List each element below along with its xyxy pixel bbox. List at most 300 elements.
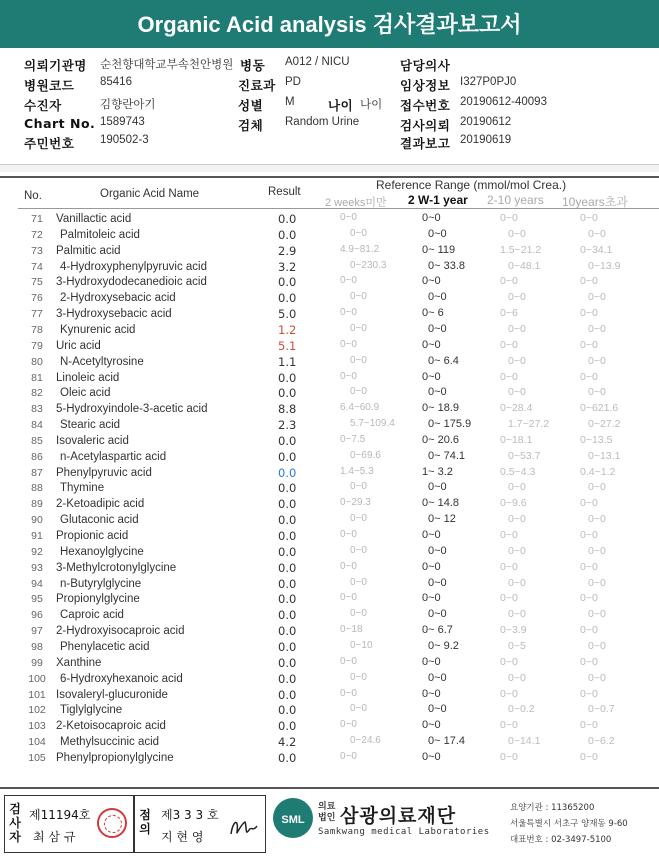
ref-under-2-weeks: 0~0	[350, 544, 367, 556]
result-value: 5.1	[278, 338, 297, 353]
ref-under-2-weeks: 0~0	[340, 370, 357, 382]
ref-2w-1y: 0~0	[428, 322, 447, 335]
acid-name: 5-Hydroxyindole-3-acetic acid	[56, 403, 208, 416]
ref-2w-1y: 0~ 18.9	[422, 402, 460, 415]
foundation-name-en: Samkwang medical Laboratories	[318, 827, 490, 837]
acid-name: Kynurenic acid	[60, 323, 136, 336]
ref-over-10-years: 0~0	[588, 513, 606, 526]
table-row	[0, 608, 659, 624]
ref-under-2-weeks: 0~0	[340, 212, 357, 223]
row-number: 88	[31, 482, 43, 495]
report-footer	[0, 795, 659, 855]
ref-over-10-years: 0~0	[580, 338, 598, 351]
foundation-address: 서울특별시 서초구 양재동 9-60	[510, 819, 628, 829]
info-row-1	[0, 56, 659, 74]
acid-name: Thymine	[60, 482, 105, 495]
result-value: 0.0	[278, 750, 297, 765]
ref-2-10-years: 0~0	[500, 275, 518, 288]
ref-over-10-years: 0~0	[588, 544, 606, 557]
inspector-number: 제3 3 3 호	[161, 808, 219, 822]
ref-under-2-weeks: 6.4~60.9	[340, 402, 380, 414]
ref-over-10-years: 0~0	[588, 639, 606, 652]
ref-2w-1y: 0~0	[422, 529, 441, 541]
table-row	[0, 466, 659, 482]
result-value: 4.2	[278, 735, 297, 750]
acid-name: Phenylpyruvic acid	[56, 466, 152, 479]
clinical-label: 임상정보	[400, 78, 451, 93]
foundation-name: 삼광의료재단	[340, 805, 457, 827]
ref-2-10-years: 0~0	[508, 354, 526, 367]
table-row	[0, 592, 659, 608]
patient-info	[0, 52, 659, 164]
ref-under-2-weeks: 0~10	[350, 639, 373, 651]
tester-seal-icon	[97, 808, 127, 838]
result-value: 0.0	[278, 592, 297, 607]
ref-under-2-weeks: 0~0	[340, 560, 357, 572]
ref-under-2-weeks: 5.7~109.4	[350, 418, 395, 430]
acid-name: Isovaleryl-glucuronide	[56, 688, 168, 701]
ref-over-10-years: 0~0	[580, 275, 598, 288]
patient-label: 수진자	[24, 98, 62, 113]
result-value: 1.2	[278, 322, 297, 337]
acid-name: Tiglylglycine	[60, 704, 123, 717]
ref-over-10-years: 0~0	[588, 354, 606, 367]
ref-2-10-years: 1.7~27.2	[508, 418, 550, 431]
clinical-value: I327P0PJ0	[460, 76, 517, 88]
chart-value: 1589743	[100, 116, 145, 128]
ref-2-10-years: 0~0	[508, 227, 526, 240]
ref-2-10-years: 0~0	[500, 719, 518, 732]
ref-2w-1y: 0~ 6.4	[428, 354, 459, 367]
info-row-3	[0, 96, 659, 114]
ref-over-10-years: 0~13.1	[588, 449, 621, 462]
table-row	[0, 228, 659, 244]
acid-name: Hexanoylglycine	[60, 545, 144, 558]
ref-2w-1y: 0~0	[428, 703, 447, 716]
ward-label: 병동	[240, 58, 266, 73]
table-row	[0, 577, 659, 593]
ref-2-10-years: 0~3.9	[500, 624, 527, 637]
acid-name: Phenylacetic acid	[60, 640, 150, 653]
acid-name: Xanthine	[56, 656, 102, 669]
ref-under-2-weeks: 0~0	[350, 513, 367, 525]
result-value: 0.0	[278, 275, 297, 290]
acid-name: 4-Hydroxyphenylpyruvic acid	[60, 260, 208, 273]
result-value: 0.0	[278, 497, 297, 512]
row-number: 82	[31, 387, 43, 400]
tester-name: 최 삼 규	[33, 830, 76, 844]
patient-value: 김향란아기	[100, 99, 156, 111]
ref-over-10-years: 0~0	[580, 212, 598, 224]
ref-over-10-years: 0~0	[588, 227, 606, 240]
id-value: 190502-3	[100, 134, 149, 146]
row-number: 87	[31, 466, 43, 479]
table-row	[0, 624, 659, 640]
result-value: 8.8	[278, 402, 297, 417]
ref-over-10-years: 0~621.6	[580, 402, 619, 415]
row-number: 77	[31, 308, 43, 321]
row-number: 85	[31, 434, 43, 447]
row-number: 89	[31, 498, 43, 511]
ref-over-10-years: 0~0	[580, 624, 598, 637]
ref-under-2-weeks: 0~0	[340, 655, 357, 667]
result-value: 0.0	[278, 513, 297, 528]
ref-2w-1y: 0~0	[428, 608, 447, 621]
result-value: 0.0	[278, 655, 297, 670]
table-row	[0, 688, 659, 704]
section-divider	[0, 164, 659, 172]
result-value: 0.0	[278, 687, 297, 702]
ref-2-10-years: 0~9.6	[500, 497, 527, 510]
row-number: 94	[31, 577, 43, 590]
row-number: 71	[31, 213, 43, 225]
ref-over-10-years: 0~13.5	[580, 433, 613, 446]
tester-number: 제11194호	[29, 808, 91, 822]
code-label: 병원코드	[24, 78, 75, 93]
ref-under-2-weeks: 0~0	[350, 354, 367, 366]
table-row	[0, 703, 659, 719]
row-number: 90	[31, 514, 43, 527]
ref-2w-1y: 0~ 6	[422, 307, 444, 320]
row-number: 78	[31, 323, 43, 336]
ref-over-10-years: 0~0	[580, 655, 598, 668]
ref-2-10-years: 0~0	[508, 671, 526, 684]
ref-2w-1y: 0~0	[422, 592, 441, 605]
acid-name: Propionylglycine	[56, 593, 140, 606]
acid-name: Oleic acid	[60, 387, 111, 400]
specimen-label: 검체	[238, 118, 264, 133]
specimen-value: Random Urine	[285, 116, 360, 128]
ref-2-10-years: 0.5~4.3	[500, 465, 536, 478]
table-row	[0, 751, 659, 767]
ref-over-10-years: 0~34.1	[580, 243, 613, 256]
result-value: 0.0	[278, 481, 297, 496]
ref-2w-1y: 0~ 12	[428, 513, 456, 526]
ref-2w-1y: 0~0	[428, 576, 447, 589]
tester-signature-box	[4, 795, 134, 853]
ref-2-10-years: 0~5	[508, 639, 526, 652]
row-number: 73	[31, 244, 43, 257]
table-row	[0, 656, 659, 672]
ref-2-10-years: 0~14.1	[508, 735, 541, 748]
sex-value: M	[285, 96, 295, 108]
ref-over-10-years: 0~0	[580, 719, 598, 732]
row-number: 103	[28, 720, 46, 733]
dept-value: PD	[285, 76, 301, 88]
table-row	[0, 355, 659, 371]
ref-2w-1y: 0~0	[422, 370, 441, 383]
id-label: 주민번호	[24, 136, 75, 151]
header-rule	[18, 208, 659, 209]
ref-2w-1y: 0~ 33.8	[428, 259, 466, 272]
ref-2-10-years: 0~0	[508, 513, 526, 526]
result-value: 0.0	[278, 608, 297, 623]
hospital-value: 순천향대학교부속천안병원	[100, 59, 234, 71]
result-value: 0.0	[278, 703, 297, 718]
report-title: Organic Acid analysis 검사결과보고서	[0, 0, 659, 48]
ref-2-10-years: 0~0	[500, 212, 518, 224]
row-number: 83	[31, 403, 43, 416]
result-value: 0.0	[278, 291, 297, 306]
acid-name: n-Acetylaspartic acid	[60, 450, 167, 463]
col-no-header: No.	[24, 190, 42, 202]
table-row	[0, 434, 659, 450]
acid-name: Glutaconic acid	[60, 514, 139, 527]
ref-2w-1y: 0~0	[428, 227, 447, 240]
row-number: 99	[31, 656, 43, 669]
table-row	[0, 291, 659, 307]
ref-2w-1y: 0~ 20.6	[422, 433, 460, 446]
result-value: 0.0	[278, 370, 297, 385]
col-ref-header: Reference Range (mmol/mol Crea.)	[376, 178, 567, 192]
ref-2w-1y: 0~0	[428, 386, 447, 399]
col-ref-sub-2: 2 W-1 year	[408, 193, 468, 207]
report-date-value: 20190619	[460, 134, 512, 146]
doctor-label: 담당의사	[400, 58, 451, 73]
ref-2w-1y: 0~0	[428, 291, 447, 304]
acid-name: N-Acetyltyrosine	[60, 355, 144, 368]
report-date-label: 결과보고	[400, 136, 451, 151]
ref-2w-1y: 0~0	[428, 671, 447, 684]
ref-under-2-weeks: 0~0	[350, 703, 367, 715]
ref-under-2-weeks: 0~69.6	[350, 449, 381, 461]
ref-under-2-weeks: 4.9~81.2	[340, 243, 380, 255]
row-number: 105	[28, 751, 46, 764]
row-number: 98	[31, 640, 43, 653]
age-value: 나이	[360, 99, 383, 111]
ref-under-2-weeks: 0~0	[350, 227, 367, 239]
ref-2-10-years: 0~0	[508, 608, 526, 621]
ref-2-10-years: 0~0	[508, 322, 526, 335]
ref-2-10-years: 0~0	[500, 560, 518, 573]
result-value: 3.2	[278, 259, 297, 274]
info-row-2	[0, 76, 659, 94]
row-number: 79	[31, 339, 43, 352]
acid-name: 2-Ketoadipic acid	[56, 498, 145, 511]
result-value: 0.0	[278, 449, 297, 464]
ref-over-10-years: 0~0	[588, 576, 606, 589]
result-value: 0.0	[278, 560, 297, 575]
ref-2-10-years: 0~0	[500, 529, 518, 541]
ref-over-10-years: 0~0	[588, 322, 606, 335]
ref-2w-1y: 0~ 175.9	[428, 418, 472, 431]
ref-under-2-weeks: 0~0	[340, 687, 357, 699]
code-value: 85416	[100, 76, 132, 88]
table-row	[0, 260, 659, 276]
result-value: 0.0	[278, 465, 297, 480]
receipt-label: 접수번호	[400, 98, 451, 113]
result-value: 2.9	[278, 243, 297, 258]
ref-2-10-years: 0~0.2	[508, 703, 535, 716]
ref-2-10-years: 0~0	[500, 687, 518, 700]
ref-under-2-weeks: 0~0	[350, 291, 367, 303]
signature-icon	[227, 814, 259, 840]
ref-2w-1y: 0~0	[422, 338, 441, 351]
row-number: 104	[28, 736, 46, 749]
ref-over-10-years: 0.4~1.2	[580, 465, 616, 478]
ref-over-10-years: 0~0	[580, 592, 598, 605]
row-number: 75	[31, 276, 43, 289]
ref-2w-1y: 1~ 3.2	[422, 465, 453, 478]
ref-under-2-weeks: 0~0	[350, 608, 367, 620]
request-label: 검사의뢰	[400, 118, 451, 133]
table-row	[0, 371, 659, 387]
row-number: 100	[28, 672, 46, 685]
row-number: 84	[31, 419, 43, 432]
result-value: 2.3	[278, 418, 297, 433]
ref-2w-1y: 0~ 74.1	[428, 449, 466, 462]
ref-2w-1y: 0~0	[422, 655, 441, 668]
ref-2w-1y: 0~0	[422, 560, 441, 573]
ref-over-10-years: 0~0.7	[588, 703, 615, 716]
ref-2w-1y: 0~0	[422, 212, 441, 224]
acid-name: Uric acid	[56, 339, 101, 352]
col-ref-sub-4: 10years초과	[562, 195, 628, 209]
ref-over-10-years: 0~0	[580, 529, 598, 541]
ref-2-10-years: 0~53.7	[508, 449, 541, 462]
result-value: 0.0	[278, 639, 297, 654]
table-row	[0, 323, 659, 339]
sex-label: 성별	[238, 98, 264, 113]
result-value: 0.0	[278, 529, 297, 543]
table-row	[0, 450, 659, 466]
row-number: 101	[28, 688, 46, 701]
ref-2w-1y: 0~0	[422, 719, 441, 732]
table-row	[0, 275, 659, 291]
ref-2-10-years: 0~28.4	[500, 402, 533, 415]
ref-2-10-years: 0~48.1	[508, 259, 541, 272]
result-value: 5.0	[278, 307, 297, 322]
ref-under-2-weeks: 0~0	[340, 307, 357, 319]
acid-name: Caproic acid	[60, 609, 124, 622]
ref-under-2-weeks: 0~18	[340, 624, 363, 636]
ref-under-2-weeks: 0~0	[340, 275, 357, 287]
result-value: 0.0	[278, 576, 297, 591]
result-value: 0.0	[278, 624, 297, 639]
foundation-prefix	[318, 802, 335, 824]
ref-2-10-years: 0~0	[500, 750, 518, 763]
request-value: 20190612	[460, 116, 512, 128]
acid-name: Methylsuccinic acid	[60, 736, 160, 749]
foundation-prefix-2: 법인	[318, 813, 336, 823]
ref-under-2-weeks: 1.4~5.3	[340, 465, 374, 477]
row-number: 91	[31, 530, 43, 542]
ref-under-2-weeks: 0~0	[340, 338, 357, 350]
ref-over-10-years: 0~0	[580, 497, 598, 510]
table-row	[0, 513, 659, 529]
result-value: 0.0	[278, 212, 297, 226]
acid-name: n-Butyrylglycine	[60, 577, 142, 590]
ref-under-2-weeks: 0~0	[350, 386, 367, 398]
acid-name: Linoleic acid	[56, 371, 120, 384]
row-number: 80	[31, 355, 43, 368]
inspector-signature-box	[134, 795, 266, 853]
ref-under-2-weeks: 0~0	[350, 322, 367, 334]
institution-code: 요양기관 : 11365200	[510, 803, 595, 813]
acid-name: Stearic acid	[60, 419, 121, 432]
acid-name: 3-Methylcrotonylglycine	[56, 561, 177, 574]
table-row	[0, 672, 659, 688]
ref-over-10-years: 0~6.2	[588, 735, 615, 748]
ref-2w-1y: 0~ 17.4	[428, 735, 466, 748]
table-row	[0, 497, 659, 513]
row-number: 76	[31, 292, 43, 305]
ref-2w-1y: 0~ 9.2	[428, 639, 459, 652]
acid-name: 3-Hydroxysebacic acid	[56, 308, 172, 321]
ref-under-2-weeks: 0~29.3	[340, 497, 371, 509]
ref-2w-1y: 0~0	[428, 544, 447, 557]
table-bottom-rule	[0, 787, 659, 789]
ref-2-10-years: 0~0	[508, 544, 526, 557]
table-row	[0, 481, 659, 497]
ref-2-10-years: 0~0	[508, 291, 526, 304]
acid-name: Propionic acid	[56, 530, 129, 542]
ref-over-10-years: 0~0	[588, 386, 606, 399]
row-number: 102	[28, 704, 46, 717]
acid-name: Vanillactic acid	[56, 213, 132, 225]
ref-under-2-weeks: 0~0	[340, 592, 357, 604]
ref-under-2-weeks: 0~0	[340, 750, 357, 762]
table-row	[0, 529, 659, 545]
ref-under-2-weeks: 0~0	[340, 719, 357, 731]
result-value: 0.0	[278, 671, 297, 686]
row-number: 96	[31, 609, 43, 622]
result-value: 0.0	[278, 544, 297, 559]
ref-under-2-weeks: 0~7.5	[340, 433, 366, 445]
ref-under-2-weeks: 0~24.6	[350, 735, 381, 747]
ref-over-10-years: 0~0	[580, 307, 598, 320]
ref-2w-1y: 0~ 6.7	[422, 624, 453, 637]
table-row	[0, 402, 659, 418]
acid-name: Palmitoleic acid	[60, 228, 140, 241]
table-row	[0, 418, 659, 434]
ref-2w-1y: 0~0	[422, 275, 441, 288]
ref-over-10-years: 0~0	[580, 750, 598, 763]
result-value: 0.0	[278, 386, 297, 401]
ref-over-10-years: 0~27.2	[588, 418, 621, 431]
result-value: 0.0	[278, 719, 297, 734]
acid-name: 2-Ketoisocaproic acid	[56, 720, 166, 733]
ref-over-10-years: 0~0	[588, 608, 606, 621]
ref-2w-1y: 0~0	[422, 687, 441, 700]
table-row	[0, 735, 659, 751]
row-number: 97	[31, 625, 43, 638]
acid-name: 2-Hydroxyisocaproic acid	[56, 625, 185, 638]
foundation-phone: 대표번호 : 02-3497-5100	[510, 835, 612, 845]
ref-2w-1y: 0~0	[428, 481, 447, 494]
dept-label: 진료과	[238, 78, 276, 93]
col-ref-sub-3: 2-10 years	[487, 193, 544, 207]
ref-under-2-weeks: 0~0	[350, 576, 367, 588]
ref-over-10-years: 0~0	[580, 560, 598, 573]
row-number: 81	[31, 371, 43, 384]
table-row	[0, 561, 659, 577]
acid-name: Phenylpropionylglycine	[56, 751, 174, 764]
table-row	[0, 307, 659, 323]
ref-2-10-years: 0~0	[500, 655, 518, 668]
ref-under-2-weeks: 0~230.3	[350, 259, 387, 271]
acid-name: 2-Hydroxysebacic acid	[60, 292, 176, 305]
col-ref-sub-1: 2 weeks미만	[325, 197, 387, 209]
ref-over-10-years: 0~0	[588, 291, 606, 304]
sml-logo-text: SML	[281, 814, 305, 826]
ref-2-10-years: 0~0	[500, 338, 518, 351]
ref-2-10-years: 0~18.1	[500, 433, 533, 446]
acid-name: Isovaleric acid	[56, 434, 129, 447]
tester-label: 검사자	[9, 802, 21, 844]
foundation-prefix-1: 의료	[318, 802, 336, 812]
row-number: 86	[31, 450, 43, 463]
